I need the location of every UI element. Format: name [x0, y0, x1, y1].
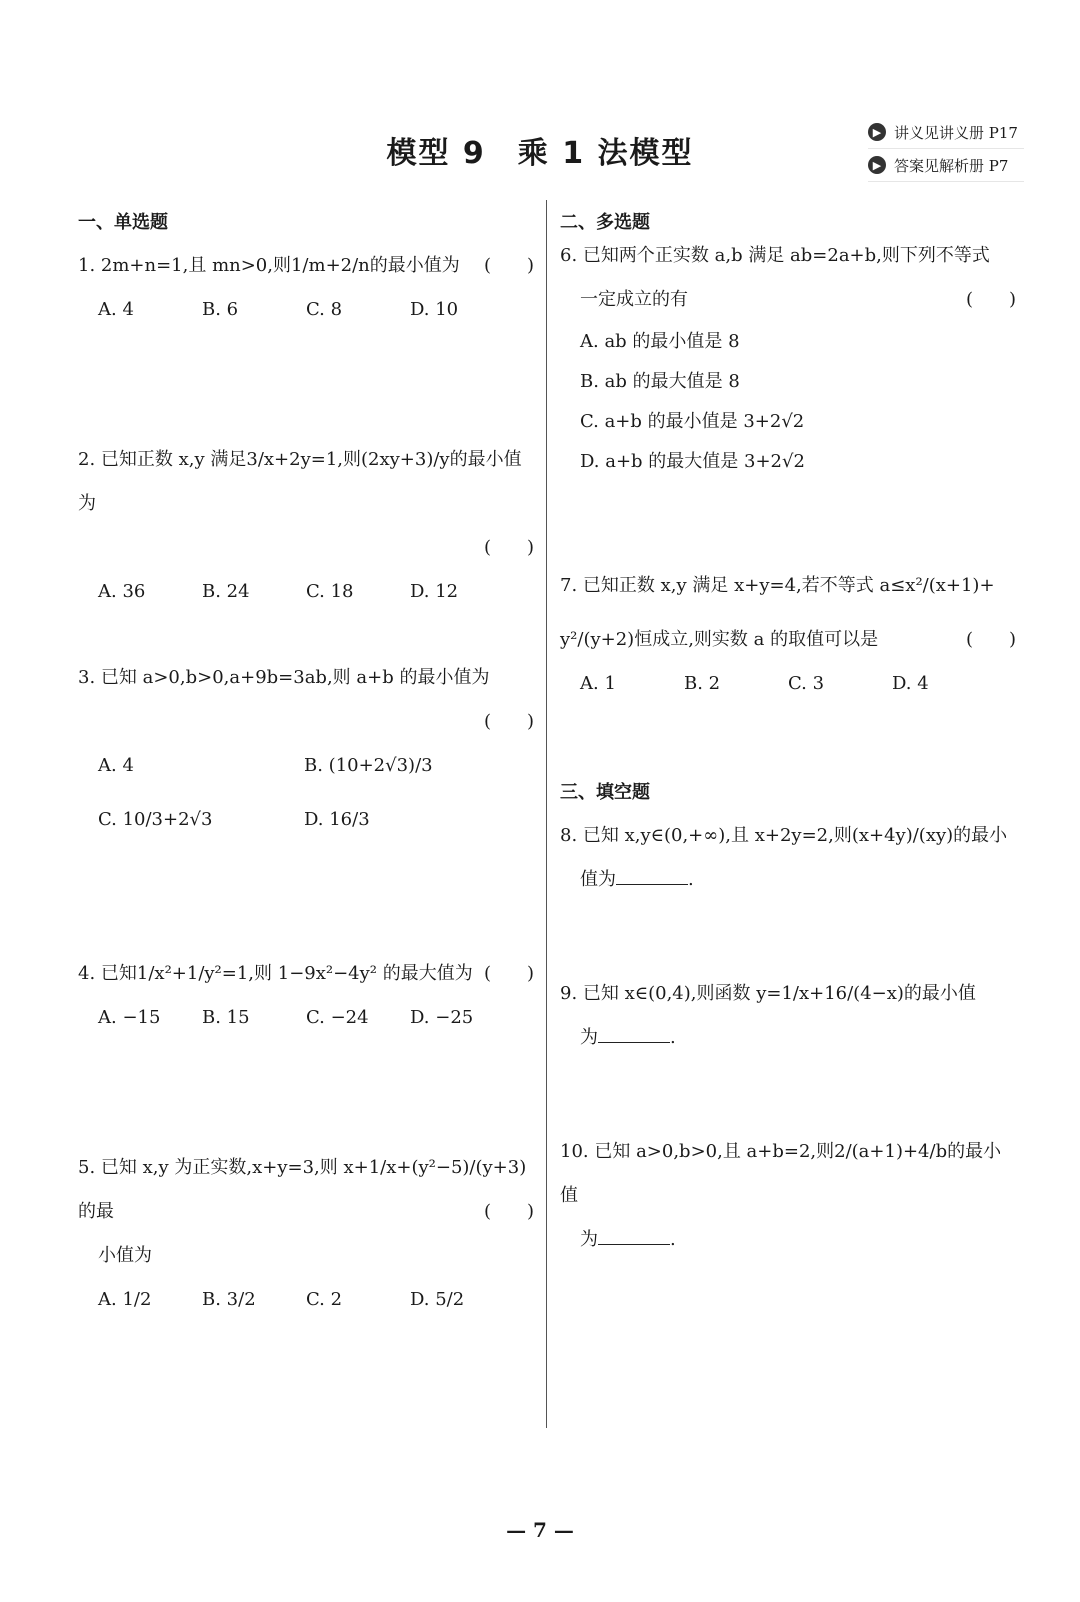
q5-answer-paren: ( ) [483, 1201, 534, 1222]
q9-value-label: 为 [580, 1027, 598, 1048]
option-a: A. −15 [98, 1007, 161, 1028]
q4-stem: 4. 已知1/x²+1/y²=1,则 1−9x²−4y² 的最大值为 [78, 963, 473, 984]
q3-options [78, 744, 534, 842]
option-b: B. 3/2 [202, 1289, 256, 1310]
q2-answer-paren: ( ) [483, 537, 534, 558]
q10-value-label: 为 [580, 1229, 598, 1250]
q7-stem-continued: y²/(y+2)恒成立,则实数 a 的取值可以是 [560, 629, 879, 650]
q3-answer-paren: ( ) [483, 711, 534, 732]
q9-answer-blank[interactable] [598, 1024, 670, 1043]
q5-stem-continued: 小值为 [98, 1245, 152, 1266]
question-2 [78, 438, 534, 614]
q2-options [78, 570, 534, 614]
option-d: D. 12 [410, 581, 459, 602]
option-b: B. 24 [202, 581, 250, 602]
option-b: B. ab 的最大值是 8 [580, 371, 740, 392]
option-d: D. a+b 的最大值是 3+2√2 [580, 451, 805, 472]
option-c: C. 18 [306, 581, 354, 602]
question-9 [560, 972, 1016, 1060]
option-a: A. 36 [98, 581, 146, 602]
question-3 [78, 656, 534, 842]
column-divider [546, 200, 547, 1428]
ref-lecture-text: 讲义见讲义册 P17 [894, 123, 1018, 142]
option-b: B. 2 [684, 673, 721, 694]
q4-answer-paren: ( ) [483, 963, 534, 984]
q6-stem: 6. 已知两个正实数 a,b 满足 ab=2a+b,则下列不等式 [560, 245, 990, 266]
question-7 [560, 564, 1016, 706]
option-a: A. 1/2 [98, 1289, 152, 1310]
option-c: C. 10/3+2√3 [98, 809, 213, 830]
section-multi: 二、多选题 [560, 212, 650, 233]
q7-options [560, 662, 1016, 706]
q1-answer-paren: ( ) [483, 255, 534, 276]
question-4 [78, 952, 534, 1040]
q8-stem-continued [560, 858, 1016, 902]
q3-stem: 3. 已知 a>0,b>0,a+9b=3ab,则 a+b 的最小值为 [78, 667, 490, 688]
q10-stem: 10. 已知 a>0,b>0,且 a+b=2,则2/(a+1)+4/b的最小值 [560, 1141, 1002, 1206]
q8-period: . [688, 869, 694, 890]
question-6 [560, 234, 1016, 482]
q5-options [78, 1278, 534, 1322]
option-c: C. a+b 的最小值是 3+2√2 [580, 411, 805, 432]
option-c: C. 3 [788, 673, 825, 694]
q10-period: . [670, 1229, 676, 1250]
option-d: D. 4 [892, 673, 929, 694]
section-fill: 三、填空题 [560, 782, 650, 803]
option-a: A. ab 的最小值是 8 [580, 331, 740, 352]
q6-stem-continued: 一定成立的有 [580, 289, 688, 310]
question-5 [78, 1146, 534, 1322]
arrow-right-icon: ▶ [868, 123, 886, 141]
q7-answer-paren: ( ) [965, 629, 1016, 650]
option-b: B. 15 [202, 1007, 250, 1028]
q5-stem: 5. 已知 x,y 为正实数,x+y=3,则 x+1/x+(y²−5)/(y+3)的最 [78, 1157, 527, 1222]
option-d: D. 5/2 [410, 1289, 465, 1310]
question-8 [560, 814, 1016, 902]
option-b: B. 6 [202, 299, 239, 320]
q6-answer-paren: ( ) [965, 289, 1016, 310]
option-a: A. 4 [98, 299, 134, 320]
option-b: B. (10+2√3)/3 [304, 755, 433, 776]
section-single: 一、单选题 [78, 212, 168, 233]
reference-notes [868, 116, 1024, 182]
q8-answer-blank[interactable] [616, 866, 688, 885]
q1-stem: 1. 2m+n=1,且 mn>0,则1/m+2/n的最小值为 [78, 255, 460, 276]
question-10 [560, 1130, 1016, 1262]
page-number: — 7 — [506, 1518, 574, 1542]
q4-options [78, 996, 534, 1040]
q9-period: . [670, 1027, 676, 1048]
ref-answer-text: 答案见解析册 P7 [894, 156, 1009, 175]
option-c: C. 2 [306, 1289, 343, 1310]
page-title: 模型 9 乘 1 法模型 [386, 136, 694, 171]
question-1 [78, 244, 534, 332]
option-d: D. 16/3 [304, 809, 370, 830]
option-d: D. −25 [410, 1007, 474, 1028]
q9-stem-continued [560, 1016, 1016, 1060]
q8-value-label: 值为 [580, 869, 616, 890]
q1-options [78, 288, 534, 332]
q10-answer-blank[interactable] [598, 1226, 670, 1245]
option-c: C. −24 [306, 1007, 369, 1028]
ref-answer [868, 149, 1024, 182]
option-c: C. 8 [306, 299, 343, 320]
arrow-right-icon: ▶ [868, 156, 886, 174]
ref-lecture [868, 116, 1024, 149]
q8-stem: 8. 已知 x,y∈(0,+∞),且 x+2y=2,则(x+4y)/(xy)的最小 [560, 825, 1008, 846]
q9-stem: 9. 已知 x∈(0,4),则函数 y=1/x+16/(4−x)的最小值 [560, 983, 976, 1004]
option-d: D. 10 [410, 299, 459, 320]
option-a: A. 4 [98, 755, 134, 776]
q10-stem-continued [560, 1218, 1016, 1262]
q7-stem: 7. 已知正数 x,y 满足 x+y=4,若不等式 a≤x²/(x+1)+ [560, 575, 995, 596]
q2-stem: 2. 已知正数 x,y 满足3/x+2y=1,则(2xy+3)/y的最小值为 [78, 449, 522, 514]
option-a: A. 1 [580, 673, 616, 694]
